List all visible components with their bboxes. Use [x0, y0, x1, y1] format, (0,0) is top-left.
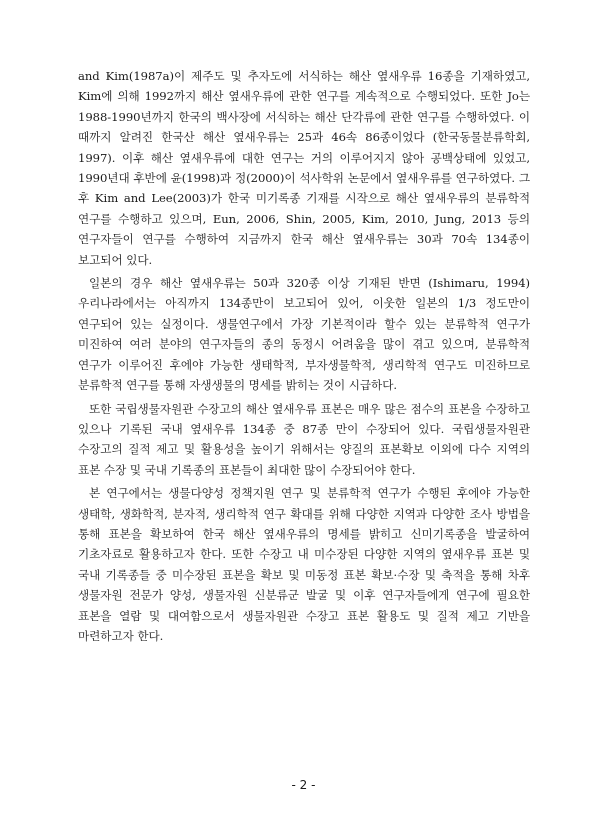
- paragraph-4: 본 연구에서는 생물다양성 정책지원 연구 및 분류학적 연구가 수행된 후에야 가능한 생태학, 생화학적, 분자적, 생리학적 연구 확대를 위해 다양한 지역과 다양한 조사 방법을 통해 표본을 확보하여 한국 해산 옆새우류의 명세를 밝히고 신미기록종을 발굴하여 기초자료로 활용하고자 한다. 또한 수장고 내 미수장된 다양한 지역의 옆새우류 표본 및 국내 기록종들 중 미수장된 표본을 확보 및 미동정 표본 확보·수장 및 축적을 통해 차후 생물자원 전문가 양성, 생물자원 신분류군 발굴 및 이후 연구자들에게 연구에 필요한 표본을 열람 및 대여함으로서 생물자원관 수장고 표본 활용도 및 질적 제고 기반을 마련하고자 한다.: [78, 486, 530, 643]
- paragraph-1: and Kim(1987a)이 제주도 및 추자도에 서식하는 해산 옆새우류 16종을 기재하였고, Kim에 의해 1992까지 해산 옆새우류에 관한 연구를 계속적으로 수행되었다. 또한 Jo는 1988-1990년까지 한국의 백사장에 서식하는 해산 단각류에 관한 연구를 수행하였다. 이 때까지 알려진 한국산 해산 옆새우류는 25과 46속 86종이었다 (한국동물분류학회, 1997). 이후 해산 옆새우류에 대한 연구는 거의 이루어지지 않아 공백상태에 있었고, 1990년대 후반에 윤(1998)과 정(2000)이 석사학위 논문에서 옆새우류를 연구하였다. 그 후 Kim and Lee(2003)가 한국 미기록종 기재를 시작으로 해산 옆새우류의 분류학적 연구를 수행하고 있으며, Eun, 2006, Shin, 2005, Kim, 2010, Jung, 2013 등의 연구자들이 연구를 수행하여 지금까지 한국 해산 옆새우류는 30과 70속 134종이 보고되어 있다.: [78, 69, 530, 267]
- page-number: - 2 -: [291, 778, 316, 792]
- body-text: [78, 66, 530, 649]
- paragraph-2: 일본의 경우 해산 옆새우류는 50과 320종 이상 기재된 반면 (Ishimaru, 1994) 우리나라에서는 아직까지 134종만이 보고되어 있어, 이웃한 일본의 1/3 정도만이 연구되어 있는 실정이다. 생물연구에서 가장 기본적이라 할수 있는 분류학적 연구가 미진하여 여러 분야의 연구자들의 종의 동정시 어려움을 많이 겪고 있으며, 분류학적 연구가 이루어진 후에야 가능한 생태학적, 부자생물학적, 생리학적 연구도 미진하므로 분류학적 연구를 통해 자생생물의 명세를 밝히는 것이 시급하다.: [78, 276, 530, 393]
- paragraph-3: 또한 국립생물자원관 수장고의 해산 옆새우류 표본은 매우 많은 점수의 표본을 수장하고 있으나 기록된 국내 옆새우류 134종 중 87종 만이 수장되어 있다. 국립생물자원관 수장고의 질적 제고 및 활용성을 높이기 위해서는 양질의 표본확보 이외에 다수 지역의 표본 수장 및 국내 기록종의 표본들이 최대한 많이 수장되어야 한다.: [78, 401, 530, 477]
